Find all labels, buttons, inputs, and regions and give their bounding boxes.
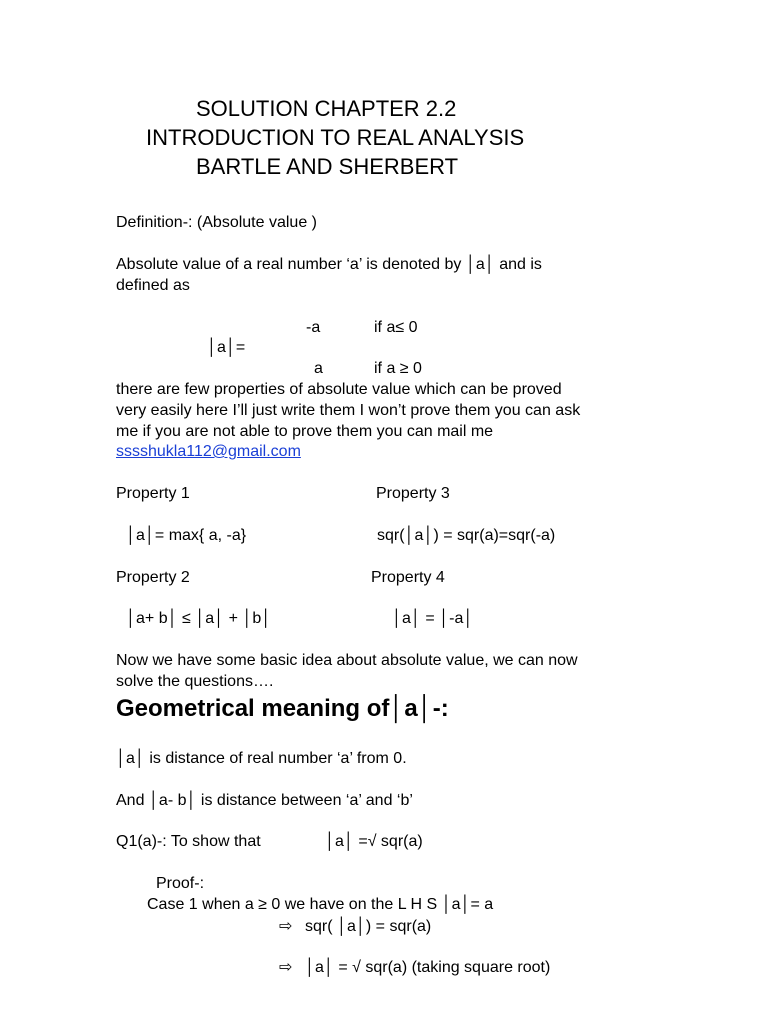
title-line-1: SOLUTION CHAPTER 2.2 [196,96,457,121]
property-2-label: Property 2 [116,569,190,586]
proof-step-2-text: │a│ = √ sqr(a) (taking square root) [305,959,551,976]
case-negative-value: -a [306,319,321,336]
property-4-formula: │a│ = │-a│ [392,610,474,627]
case-negative-condition: if a≤ 0 [374,319,418,336]
property-3-label: Property 3 [376,485,450,502]
property-4-label: Property 4 [371,569,445,586]
definition-text-2: defined as [116,277,190,294]
question-label: Q1(a)-: To show that [116,833,261,850]
property-1-label: Property 1 [116,485,190,502]
geometric-heading: Geometrical meaning of│a│-: [116,695,449,722]
proof-label: Proof-: [156,875,205,892]
proof-case-1: Case 1 when a ≥ 0 we have on the L H S │a│= a [147,896,494,913]
intro-line-2: very easily here I’ll just write them I won’t prove them you can ask [116,402,581,419]
proof-step-1-text: sqr( │a│) = sqr(a) [305,918,432,935]
property-2-formula: │a+ b│ ≤ │a│ + │b│ [126,610,272,627]
definition-heading: Definition-: (Absolute value ) [116,214,317,231]
title-line-2: INTRODUCTION TO REAL ANALYSIS [146,125,525,150]
proof-step-1 [279,916,431,937]
case-positive-condition: if a ≥ 0 [374,360,422,377]
geometric-line-1: │a│ is distance of real number ‘a’ from 0. [116,750,407,767]
transition-line-2: solve the questions…. [116,673,274,690]
transition-line-1: Now we have some basic idea about absolute value, we can now [116,652,578,669]
intro-line-3: me if you are not able to prove them you can mail me [116,423,494,440]
geometric-line-2: And │a- b│ is distance between ‘a’ and ‘b’ [116,792,413,809]
implies-arrow-icon: ⇨ [279,918,293,935]
property-3-formula: sqr(│a│) = sqr(a)=sqr(-a) [377,527,556,544]
proof-step-2 [279,957,550,978]
definition-text-1: Absolute value of a real number ‘a’ is denoted by │a│ and is [116,256,542,273]
intro-line-1: there are few properties of absolute value which can be proved [116,381,562,398]
property-1-formula: │a│= max{ a, -a} [126,527,247,544]
question-statement: │a│ =√ sqr(a) [325,833,423,850]
implies-arrow-icon: ⇨ [279,959,293,976]
email-link[interactable]: sssshukla112@gmail.com [116,443,301,460]
absolute-value-label: │a│= [207,339,246,356]
case-positive-value: a [314,360,323,377]
title-line-3: BARTLE AND SHERBERT [196,154,459,179]
